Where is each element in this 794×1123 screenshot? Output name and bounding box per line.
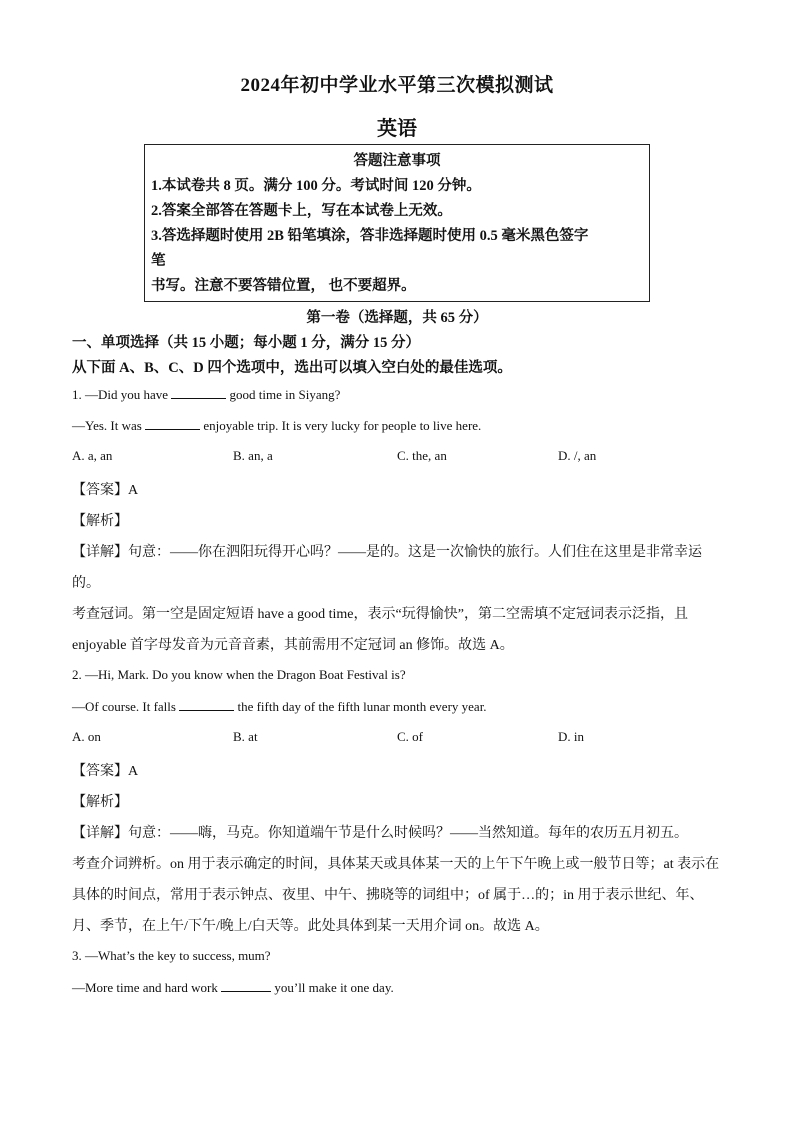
option-b: B. at — [233, 729, 258, 744]
option-a: A. a, an — [72, 448, 113, 463]
notice-line: 3.答选择题时使用 2B 铅笔填涂，答非选择题时使用 0.5 毫米黑色签字 — [151, 228, 589, 244]
question-text: the fifth day of the fifth lunar month every year. — [234, 699, 487, 714]
explain-line: 具体的时间点，常用于表示钟点、夜里、中午、拂晓等的词组中；of 属于…的；in 用于表示世纪、年、 — [72, 888, 704, 903]
section-title: 一、单项选择（共 15 小题；每小题 1 分，满分 15 分） — [72, 335, 420, 351]
question-1-line-2 — [72, 417, 481, 434]
section-instruction: 从下面 A、B、C、D 四个选项中，选出可以填入空白处的最佳选项。 — [72, 360, 512, 376]
question-text: —Of course. It falls — [72, 699, 180, 714]
notice-line: 1.本试卷共 8 页。满分 100 分。考试时间 120 分钟。 — [151, 178, 481, 194]
notice-box — [144, 144, 650, 302]
explain-line: 考查冠词。第一空是固定短语 have a good time，表示“玩得愉快”，第二空需填不定冠词表示泛指，且 — [72, 607, 688, 622]
option-c: C. of — [397, 729, 423, 744]
question-text: —More time and hard work — [72, 980, 222, 995]
detail-label: 【详解】 — [72, 826, 128, 841]
question-3-line-1: 3. —What’s the key to success, mum? — [72, 948, 271, 963]
detail-line — [72, 541, 702, 561]
question-text: —Yes. It was — [72, 418, 146, 433]
question-text: 1. —Did you have — [72, 387, 172, 402]
notice-line: 书写。注意不要答错位置， 也不要超界。 — [151, 278, 416, 294]
question-1-line-1 — [72, 386, 340, 403]
answer-value: A — [128, 483, 139, 498]
option-a: A. on — [72, 729, 101, 744]
question-3-line-2 — [72, 979, 394, 996]
answer-line — [72, 479, 138, 499]
detail-text: 句意：——你在泗阳玩得开心吗？——是的。这是一次愉快的旅行。人们住在这里是非常幸运 — [128, 545, 702, 560]
part-title: 第一卷（选择题，共 65 分） — [306, 310, 488, 326]
option-d: D. in — [558, 729, 584, 744]
question-text: enjoyable trip. It is very lucky for people to live here. — [200, 418, 482, 433]
detail-text: 句意：——嗨，马克。你知道端午节是什么时候吗？——当然知道。每年的农历五月初五。 — [128, 826, 688, 841]
answer-blank — [171, 386, 226, 399]
question-2-line-2 — [72, 698, 487, 715]
option-c: C. the, an — [397, 448, 447, 463]
notice-line: 笔 — [151, 253, 166, 269]
answer-value: A — [128, 764, 139, 779]
answer-blank — [221, 979, 271, 992]
detail-line — [72, 822, 688, 842]
detail-label: 【详解】 — [72, 545, 128, 560]
explain-line: 考查介词辨析。on 用于表示确定的时间，具体某天或具体某一天的上午下午晚上或一般节日等；at 表示在 — [72, 857, 720, 872]
option-b: B. an, a — [233, 448, 273, 463]
analysis-label: 【解析】 — [72, 795, 128, 810]
exam-title: 2024年初中学业水平第三次模拟测试 — [240, 75, 554, 96]
notice-line: 2.答案全部答在答题卡上，写在本试卷上无效。 — [151, 203, 452, 219]
question-2-line-1: 2. —Hi, Mark. Do you know when the Dragon Boat Festival is? — [72, 667, 406, 682]
explain-line: enjoyable 首字母发音为元音音素，其前需用不定冠词 an 修饰。故选 A。 — [72, 638, 514, 653]
subject-title: 英语 — [377, 118, 417, 140]
answer-line — [72, 760, 138, 780]
answer-blank — [179, 698, 234, 711]
option-d: D. /, an — [558, 448, 597, 463]
notice-heading: 答题注意事项 — [353, 153, 441, 169]
answer-label: 【答案】 — [72, 764, 128, 779]
question-text: good time in Siyang? — [226, 387, 341, 402]
analysis-label: 【解析】 — [72, 514, 128, 529]
question-text: you’ll make it one day. — [271, 980, 394, 995]
answer-blank — [145, 417, 200, 430]
answer-label: 【答案】 — [72, 483, 128, 498]
detail-line: 的。 — [72, 576, 100, 591]
explain-line: 月、季节，在上午/下午/晚上/白天等。此处具体到某一天用介词 on。故选 A。 — [72, 919, 549, 934]
